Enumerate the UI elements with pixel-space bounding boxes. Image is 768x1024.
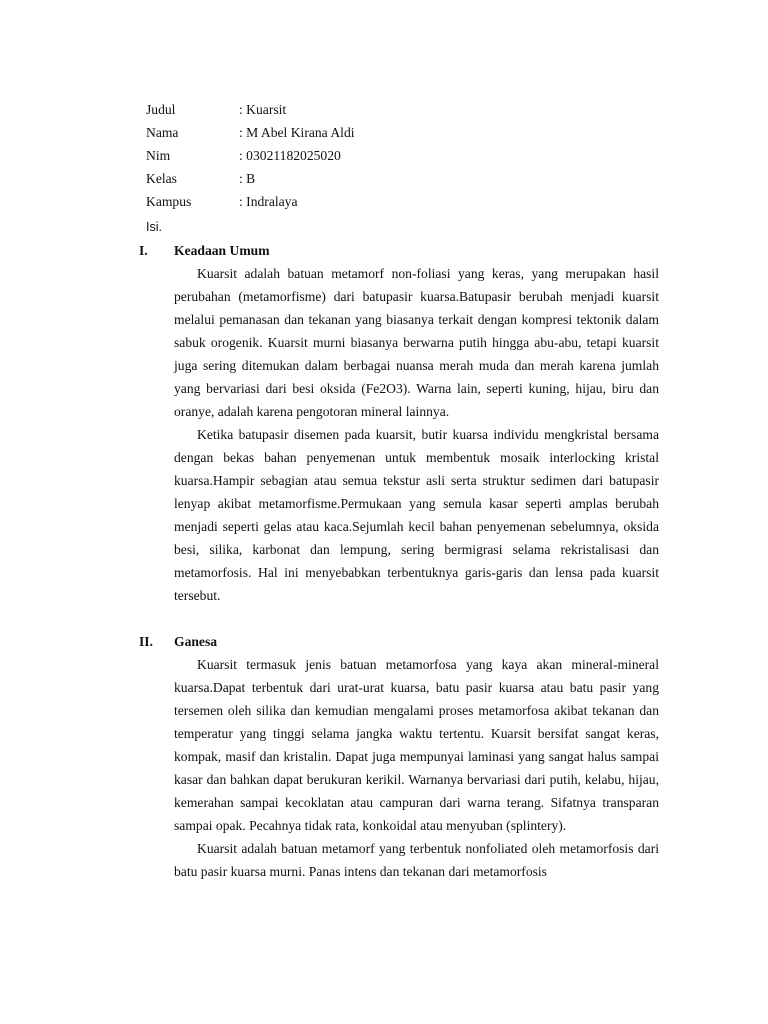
meta-value-nim: : 03021182025020 [239,148,341,163]
meta-row-kampus [146,190,666,213]
meta-label-kelas: Kelas [146,171,177,186]
meta-row-kelas [146,167,666,190]
meta-value-kelas: : B [239,171,256,186]
section-number: II. [139,634,153,649]
meta-label-nim: Nim [146,148,171,163]
paragraph: Ketika batupasir disemen pada kuarsit, butir kuarsa individu mengkristal bersama dengan bekas bahan penyemenan untuk membentuk mosaik interlocking kristal kuarsa.Hampir sebagian atau semua tekstur asli serta struktur sedimen dari batupasir lenyap akibat metamorfisme.Permukaan yang semula kasar seperti amplas berubah menjadi seperti gelas atau kaca.Sejumlah kecil bahan penyemenan sebelumnya, oksida besi, silika, karbonat dan lempung, sering bermigrasi selama rekristalisasi dan metamorfosis. Hal ini menyebabkan terbentuknya garis-garis dan lensa pada kuarsit tersebut. [174,427,659,603]
paragraph: Kuarsit adalah batuan metamorf non-foliasi yang keras, yang merupakan hasil perubahan (metamorfisme) dari batupasir kuarsa.Batupasir berubah menjadi kuarsit melalui pemanasan dan tekanan yang biasanya terkait dengan kompresi tektonik dalam sabuk orogenik. Kuarsit murni biasanya berwarna putih hingga abu-abu, tetapi kuarsit juga sering ditemukan dalam berbagai nuansa merah muda dan merah karena jumlah yang bervariasi dari besi oksida (Fe2O3). Warna lain, seperti kuning, hijau, biru dan oranye, adalah karena pengotoran mineral lainnya. [174,266,659,419]
section-ganesa [139,630,659,883]
section-title: Ganesa [174,634,218,649]
meta-row-nim [146,144,666,167]
meta-value-nama: : M Abel Kirana Aldi [239,125,355,140]
paragraph: Kuarsit adalah batuan metamorf yang terbentuk nonfoliated oleh metamorfosis dari batu pasir kuarsa murni. Panas intens dan tekanan dari metamorfosis [174,841,659,879]
meta-label-nama: Nama [146,125,179,140]
section-heading [139,239,659,262]
meta-label-kampus: Kampus [146,194,192,209]
section-keadaan-umum [139,239,659,607]
meta-value-kampus: : Indralaya [239,194,298,209]
section-number: I. [139,243,148,258]
document-header-info [146,98,666,213]
meta-row-judul [146,98,666,121]
meta-value-judul: : Kuarsit [239,102,287,117]
section-title: Keadaan Umum [174,243,270,258]
meta-row-nama [146,121,666,144]
section-heading [139,630,659,653]
paragraph: Kuarsit termasuk jenis batuan metamorfosa yang kaya akan mineral-mineral kuarsa.Dapat terbentuk dari urat-urat kuarsa, batu pasir kuarsa atau batu pasir yang tersemen oleh silika dan kemudian mengalami proses metamorfosa akibat tekanan dan temperatur yang tinggi selama jangka waktu tertentu. Kuarsit bersifat sangat keras, kompak, masif dan kristalin. Dapat juga mempunyai laminasi yang sangat halus sampai kasar dan bahkan dapat berukuran kerikil. Warnanya bervariasi dari putih, kelabu, hijau, kemerahan sampai kecoklatan atau campuran dari warna terang. Sifatnya transparan sampai opak. Pecahnya tidak rata, konkoidal atau menyuban (splintery). [174,657,659,833]
meta-label-judul: Judul [146,102,176,117]
isi-label: Isi. [146,220,162,234]
